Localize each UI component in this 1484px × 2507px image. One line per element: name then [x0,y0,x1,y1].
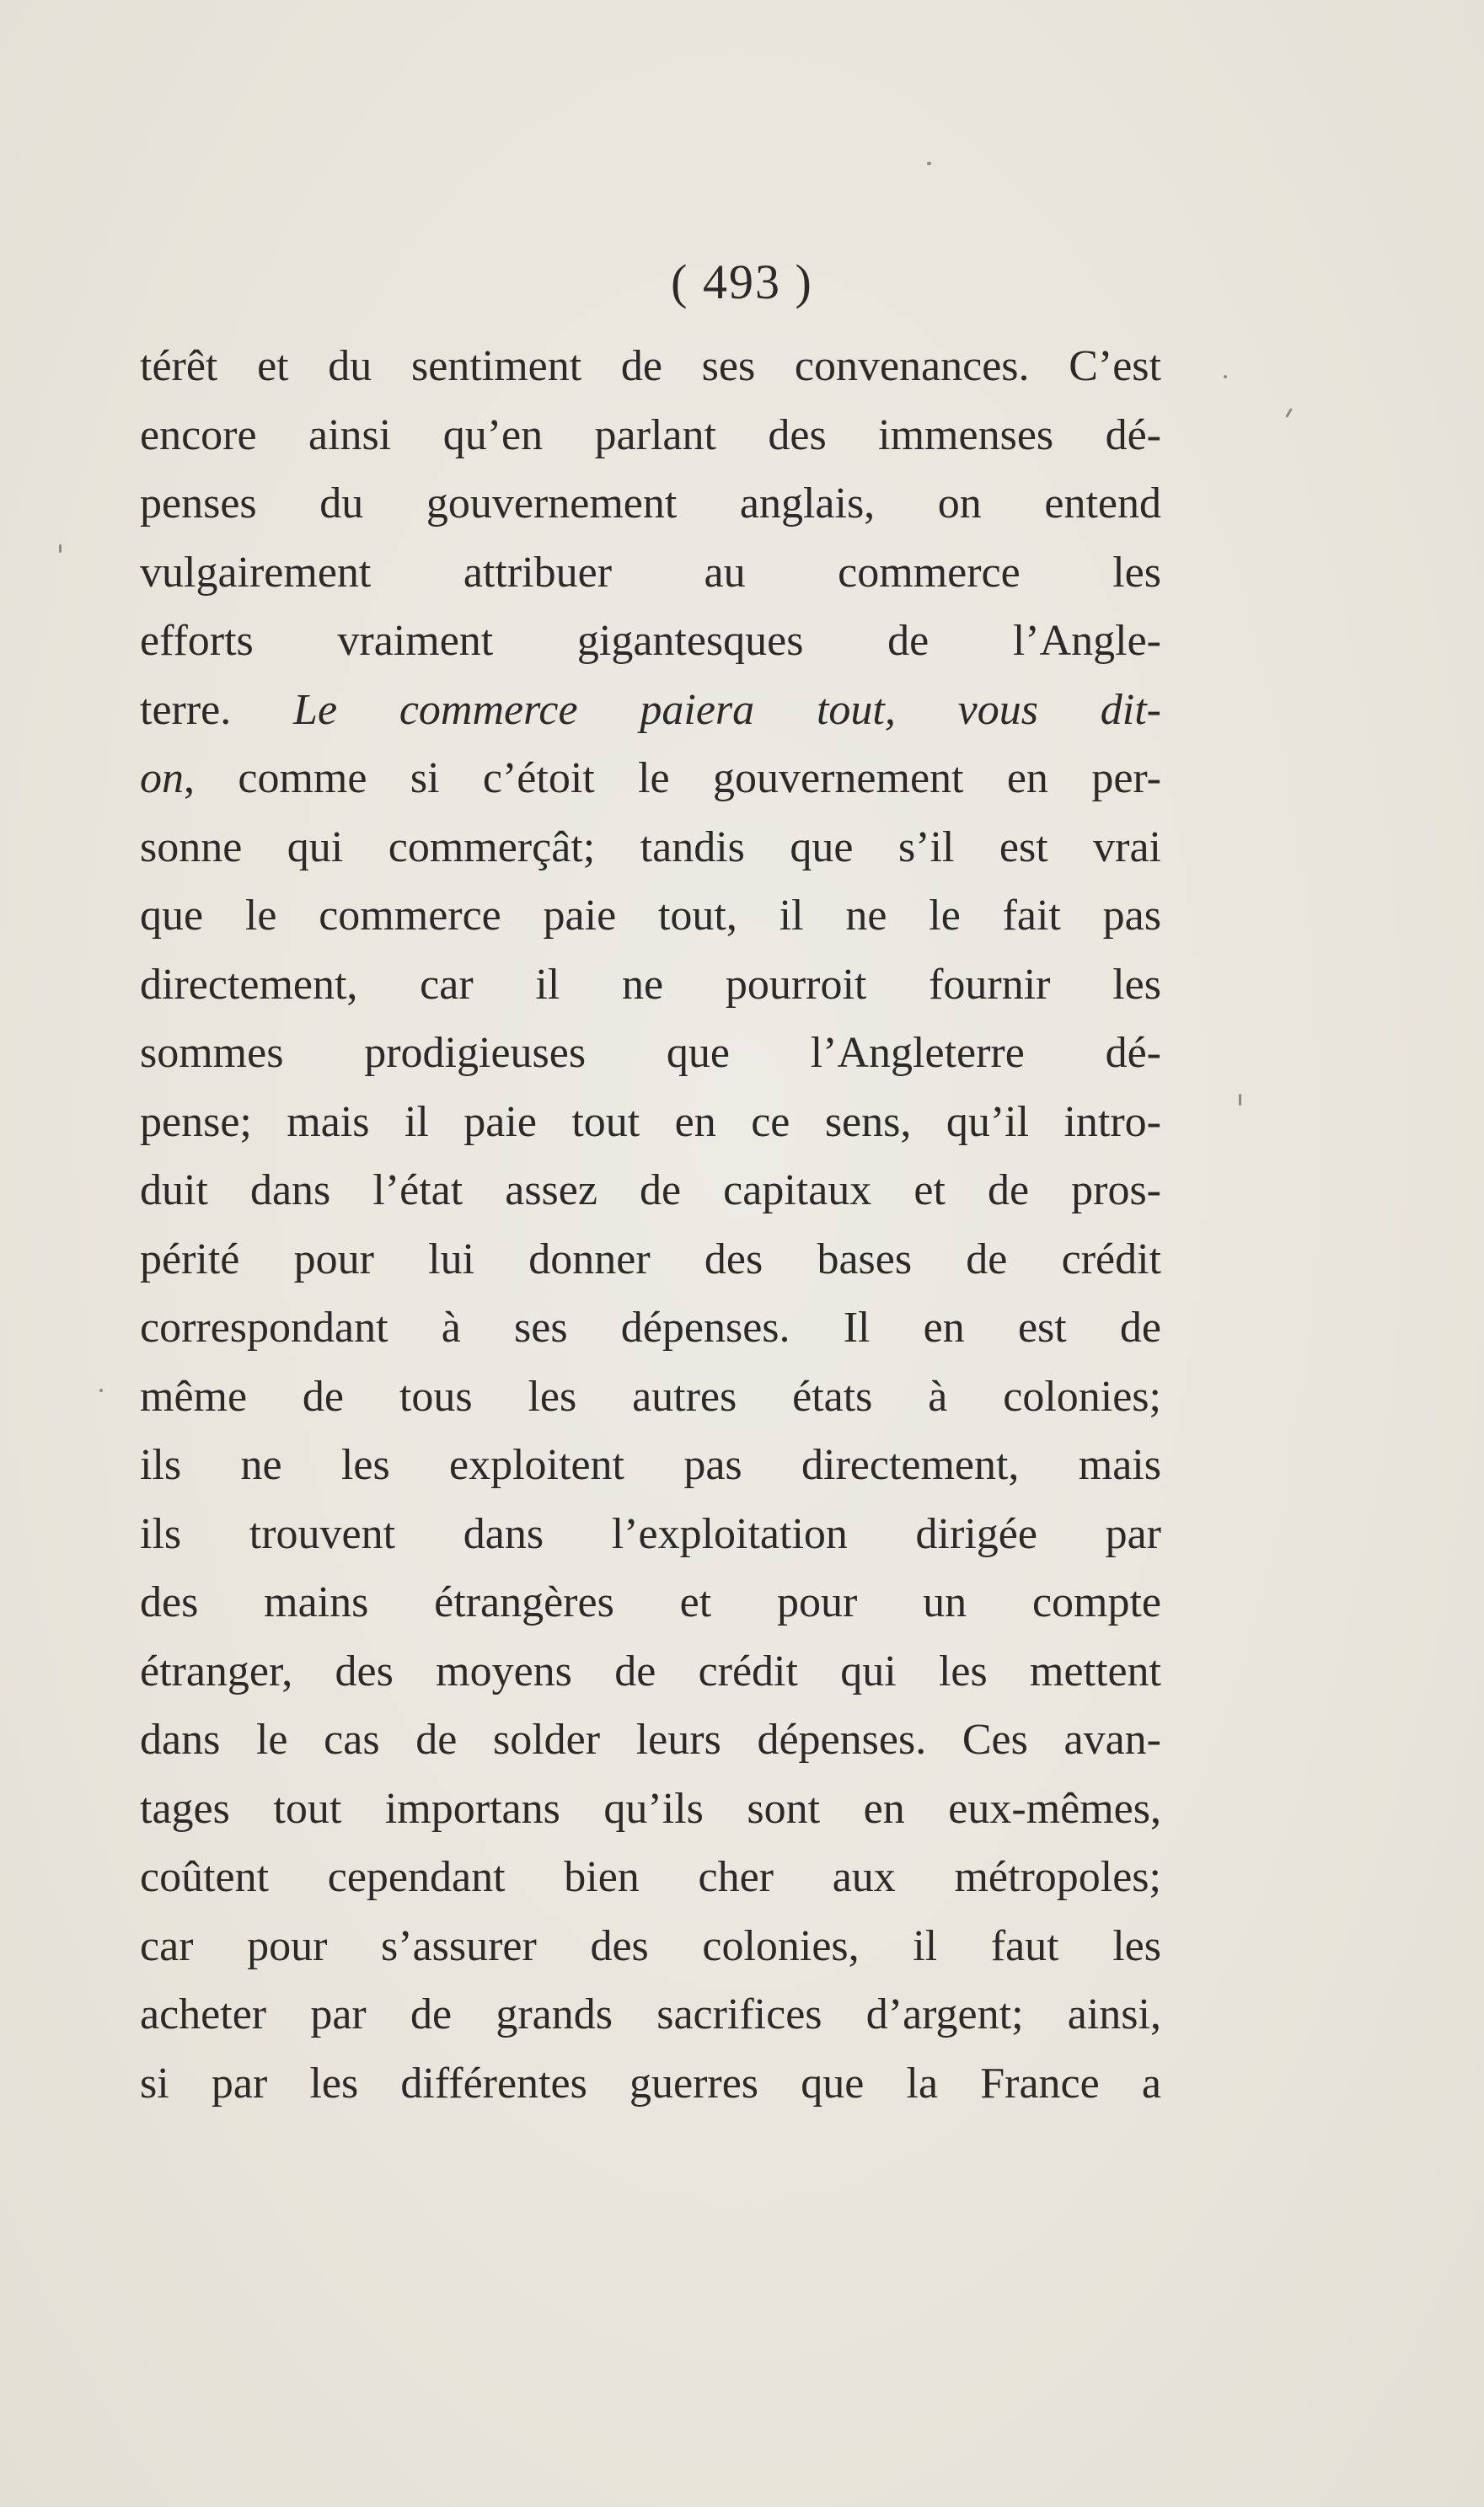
text-segment: duit dans l’état assez de capitaux et de pros- [140,1166,1161,1214]
text-segment: encore ainsi qu’en parlant des immenses dé- [140,410,1161,459]
text-line [140,401,1161,470]
text-line [140,1363,1161,1432]
text-segment: tages tout importans qu’ils sont en eux-mêmes, [140,1784,1161,1833]
paper-speck [927,162,931,165]
text-segment: térêt et du sentiment de ses convenances. C’est [140,342,1161,390]
text-line [140,676,1161,745]
text-line [140,1225,1161,1294]
text-line [140,1294,1161,1363]
page-number: ( 493 ) [671,254,813,309]
text-line [140,813,1161,882]
text-line [140,1706,1161,1775]
text-line [140,1980,1161,2049]
paper-speck [99,1389,103,1392]
paper-speck [1239,1094,1241,1106]
text-segment: sonne qui commerçât; tandis que s’il est vrai [140,822,1161,871]
text-line [140,1775,1161,1844]
text-segment: terre. [140,685,294,734]
text-line [140,744,1161,813]
text-segment: car pour s’assurer des colonies, il faut les [140,1921,1161,1970]
text-segment: correspondant à ses dépenses. Il en est de [140,1304,1161,1352]
text-segment: dans le cas de solder leurs dépenses. Ces avan- [140,1716,1161,1764]
text-line [140,1019,1161,1088]
text-segment: périté pour lui donner des bases de crédit [140,1235,1161,1283]
text-line [140,1088,1161,1157]
text-line [140,1500,1161,1569]
text-line [140,1912,1161,1981]
text-line [140,538,1161,608]
text-segment: si par les différentes guerres que la France a [140,2059,1161,2108]
text-segment: vulgairement attribuer au commerce les [140,548,1161,597]
text-line [140,1637,1161,1706]
text-segment: pense; mais il paie tout en ce sens, qu’il intro- [140,1097,1161,1146]
paper-speck [1224,375,1227,378]
paper-speck [59,544,62,553]
text-segment: acheter par de grands sacrifices d’argent; ainsi, [140,1990,1161,2038]
text-line [140,1568,1161,1637]
text-line [140,951,1161,1020]
text-segment: penses du gouvernement anglais, on entend [140,479,1161,528]
text-segment: efforts vraiment gigantesques de l’Angle- [140,617,1161,665]
text-segment: , comme si c’étoit le gouvernement en per- [184,754,1161,802]
text-segment: coûtent cependant bien cher aux métropoles; [140,1853,1161,1901]
italic-text-segment: Le commerce paiera tout, vous dit- [293,685,1161,734]
paper-speck [1285,408,1293,418]
text-segment: étranger, des moyens de crédit qui les mettent [140,1647,1161,1695]
text-segment: des mains étrangères et pour un compte [140,1578,1161,1626]
text-line [140,1843,1161,1912]
text-segment: ils trouvent dans l’exploitation dirigée par [140,1509,1161,1558]
text-line [140,607,1161,676]
text-line [140,332,1161,401]
text-segment: ils ne les exploitent pas directement, mais [140,1441,1161,1489]
text-line [140,2049,1161,2119]
text-line [140,469,1161,538]
text-line [140,1431,1161,1500]
text-segment: directement, car il ne pourroit fournir les [140,960,1161,1009]
text-segment: que le commerce paie tout, il ne le fait pas [140,892,1161,940]
text-segment: sommes prodigieuses que l’Angleterre dé- [140,1029,1161,1077]
text-line [140,881,1161,951]
text-segment: même de tous les autres états à colonies; [140,1372,1161,1421]
italic-text-segment: on [140,754,184,802]
text-line [140,1156,1161,1225]
body-text [140,332,1161,2118]
